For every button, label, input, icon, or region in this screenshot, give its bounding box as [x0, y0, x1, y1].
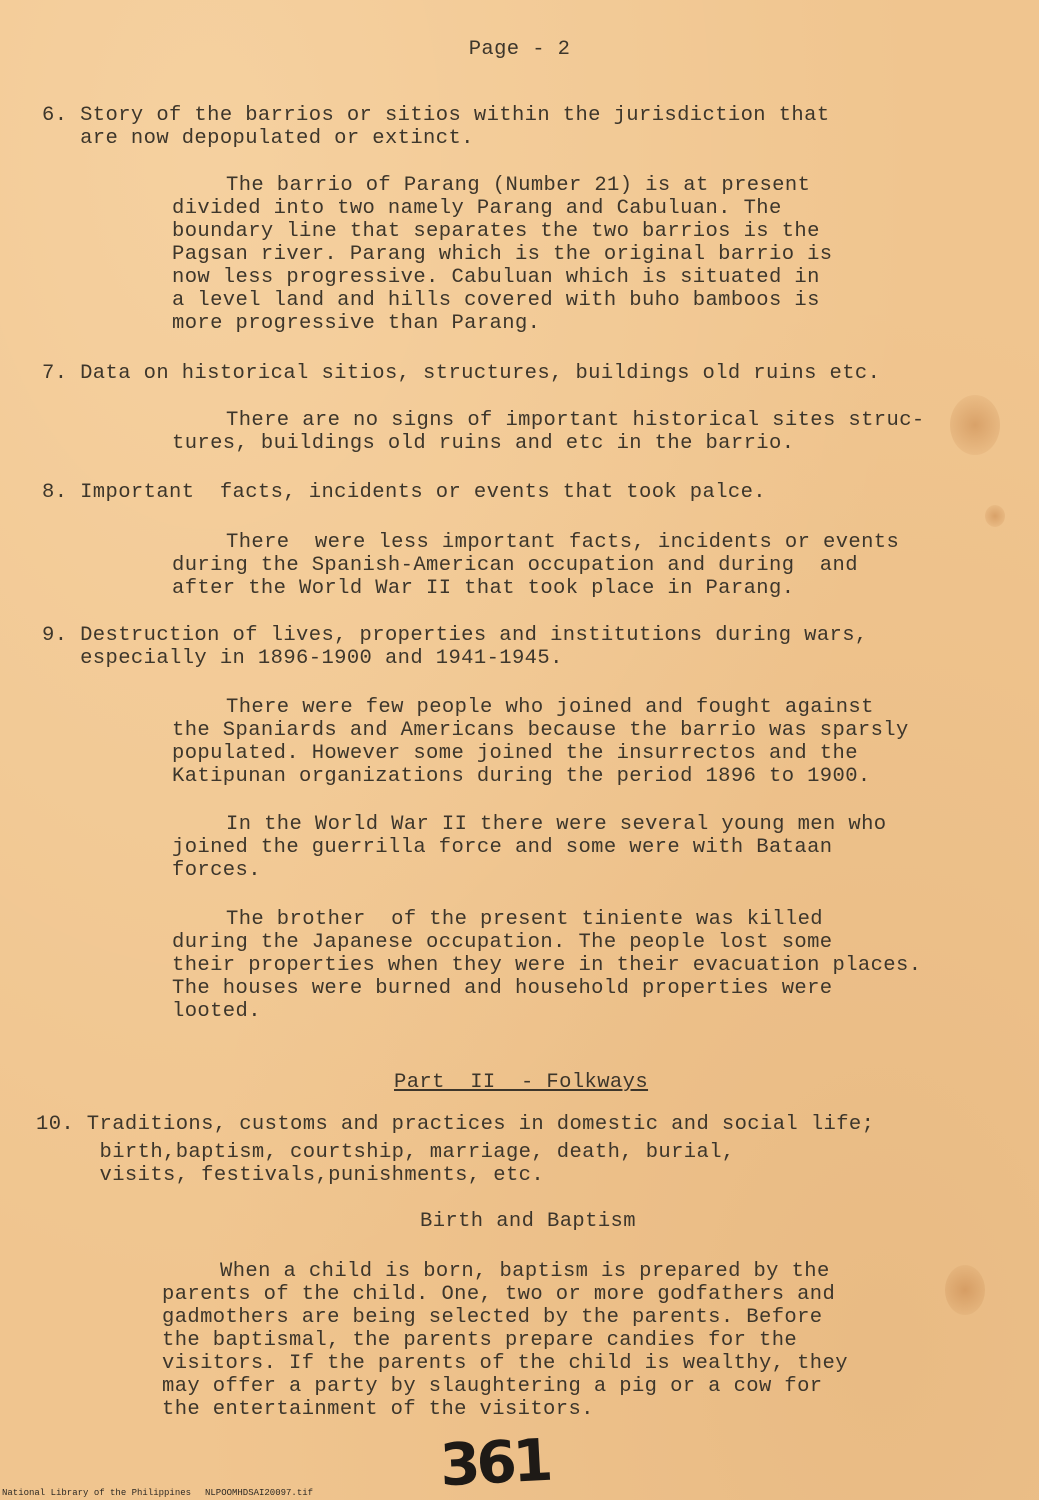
- section-6-heading-line-2: are now depopulated or extinct.: [42, 127, 474, 150]
- section-9-paragraph-3-line: their properties when they were in their evacuation places.: [172, 954, 922, 977]
- footer-source: National Library of the Philippines: [2, 1488, 192, 1498]
- birth-baptism-paragraph-line: gadmothers are being selected by the parents. Before: [162, 1306, 823, 1329]
- section-9-paragraph-3-line: The brother of the present tiniente was killed: [226, 908, 823, 931]
- section-6-paragraph-line: now less progressive. Cabuluan which is situated in: [172, 266, 820, 289]
- paper-stain: [945, 1265, 985, 1315]
- section-6-paragraph-line: a level land and hills covered with buho bamboos is: [172, 289, 820, 312]
- birth-baptism-paragraph-line: When a child is born, baptism is prepared by the: [220, 1260, 830, 1283]
- section-9-paragraph-2-line: joined the guerrilla force and some were with Bataan: [172, 836, 833, 859]
- paper-stain: [950, 395, 1000, 455]
- birth-baptism-paragraph-line: may offer a party by slaughtering a pig or a cow for: [162, 1375, 823, 1398]
- section-6-paragraph-line: divided into two namely Parang and Cabuluan. The: [172, 197, 782, 220]
- section-9-paragraph-3-line: The houses were burned and household properties were: [172, 977, 833, 1000]
- section-8-paragraph-line: There were less important facts, incidents or events: [226, 531, 900, 554]
- item-10-line-2: birth,baptism, courtship, marriage, death, burial,: [36, 1141, 735, 1164]
- birth-baptism-subheading: Birth and Baptism: [420, 1210, 636, 1233]
- section-6-heading-line-1: 6. Story of the barrios or sitios within the jurisdiction that: [42, 104, 830, 127]
- birth-baptism-paragraph-line: the entertainment of the visitors.: [162, 1398, 594, 1421]
- part-2-title: Part II - Folkways: [394, 1071, 649, 1094]
- section-7-paragraph-line: There are no signs of important historical sites struc-: [226, 409, 925, 432]
- section-8-paragraph-line: during the Spanish-American occupation and during and: [172, 554, 858, 577]
- item-10-line-1: 10. Traditions, customs and practices in domestic and social life;: [36, 1113, 875, 1136]
- section-6-paragraph-line: more progressive than Parang.: [172, 312, 541, 335]
- section-8-paragraph-line: after the World War II that took place in Parang.: [172, 577, 795, 600]
- page-number: Page - 2: [468, 38, 571, 61]
- section-6-paragraph-line: The barrio of Parang (Number 21) is at present: [226, 174, 811, 197]
- section-9-heading-line-2: especially in 1896-1900 and 1941-1945.: [42, 647, 563, 670]
- section-9-paragraph-1-line: Katipunan organizations during the period 1896 to 1900.: [172, 765, 871, 788]
- section-7-paragraph-line: tures, buildings old ruins and etc in the barrio.: [172, 432, 795, 455]
- section-9-paragraph-1-line: populated. However some joined the insurrectos and the: [172, 742, 858, 765]
- section-9-paragraph-1-line: the Spaniards and Americans because the barrio was sparsly: [172, 719, 909, 742]
- paper-stain: [985, 505, 1005, 527]
- section-9-paragraph-1-line: There were few people who joined and fought against: [226, 696, 874, 719]
- birth-baptism-paragraph-line: parents of the child. One, two or more godfathers and: [162, 1283, 836, 1306]
- section-6-paragraph-line: Pagsan river. Parang which is the original barrio is: [172, 243, 833, 266]
- birth-baptism-paragraph-line: visitors. If the parents of the child is wealthy, they: [162, 1352, 848, 1375]
- birth-baptism-paragraph-line: the baptismal, the parents prepare candies for the: [162, 1329, 798, 1352]
- item-10-line-3: visits, festivals,punishments, etc.: [36, 1164, 545, 1187]
- section-7-heading: 7. Data on historical sitios, structures, buildings old ruins etc.: [42, 362, 881, 385]
- footer-filename: NLPOOMHDSAI20097.tif: [205, 1488, 314, 1498]
- section-9-paragraph-2-line: forces.: [172, 859, 261, 882]
- section-6-paragraph-line: boundary line that separates the two barrios is the: [172, 220, 820, 243]
- section-9-paragraph-3-line: during the Japanese occupation. The people lost some: [172, 931, 833, 954]
- section-9-paragraph-3-line: looted.: [172, 1000, 261, 1023]
- section-9-heading-line-1: 9. Destruction of lives, properties and institutions during wars,: [42, 624, 868, 647]
- handwritten-page-number: 361: [438, 1425, 551, 1500]
- section-8-heading: 8. Important facts, incidents or events that took palce.: [42, 481, 767, 504]
- section-9-paragraph-2-line: In the World War II there were several young men who: [226, 813, 887, 836]
